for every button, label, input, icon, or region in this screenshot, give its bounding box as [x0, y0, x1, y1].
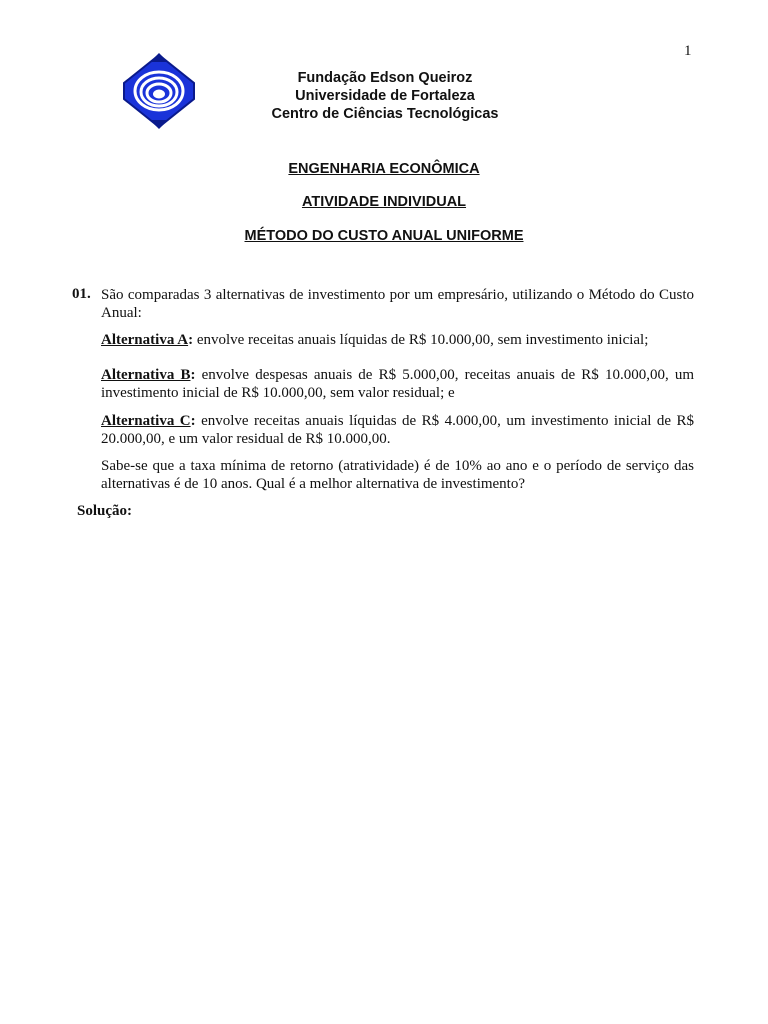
alternative-c-label: Alternativa C [101, 413, 191, 429]
question-number: 01. [72, 286, 91, 302]
question-intro: São comparadas 3 alternativas de investimento por um empresário, utilizando o Método do Custo Anual: [101, 287, 694, 321]
university-logo [122, 53, 196, 129]
alternative-c: Alternativa C: envolve receitas anuais líquidas de R$ 4.000,00, um investimento inicial de R$ 20.000,00, e um valor residual de R$ 10.000,00. [101, 413, 694, 447]
alternative-b-label: Alternativa B [101, 367, 191, 383]
method-title: MÉTODO DO CUSTO ANUAL UNIFORME [244, 228, 524, 244]
alternative-b: Alternativa B: envolve despesas anuais de R$ 5.000,00, receitas anuais de R$ 10.000,00, um investimento inicial de R$ 10.000,00, sem valor residual; e [101, 367, 694, 401]
page-number: 1 [684, 43, 692, 59]
foundation-name: Fundação Edson Queiroz [297, 70, 473, 86]
alternative-a: Alternativa A: envolve receitas anuais líquidas de R$ 10.000,00, sem investimento inicial; [101, 332, 649, 348]
institution-header [240, 69, 530, 123]
activity-title: ATIVIDADE INDIVIDUAL [301, 194, 467, 210]
alternative-a-text: envolve receitas anuais líquidas de R$ 10.000,00, sem investimento inicial; [193, 332, 649, 348]
course-title: ENGENHARIA ECONÔMICA [288, 161, 480, 177]
alternative-a-label: Alternativa A [101, 332, 189, 348]
university-name: Universidade de Fortaleza [295, 88, 475, 104]
question-closing: Sabe-se que a taxa mínima de retorno (atratividade) é de 10% ao ano e o período de serviço das alternativas é de 10 anos. Qual é a melhor alternativa de investimento? [101, 458, 694, 492]
center-name: Centro de Ciências Tecnológicas [271, 106, 499, 122]
alternative-c-text: envolve receitas anuais líquidas de R$ 4.000,00, um investimento inicial de R$ 20.000,00, e um valor residual de R$ 10.000,00. [101, 413, 694, 447]
alternative-b-text: envolve despesas anuais de R$ 5.000,00, receitas anuais de R$ 10.000,00, um investimento inicial de R$ 10.000,00, sem valor residual; e [101, 367, 694, 401]
solution-label: Solução: [77, 503, 133, 519]
